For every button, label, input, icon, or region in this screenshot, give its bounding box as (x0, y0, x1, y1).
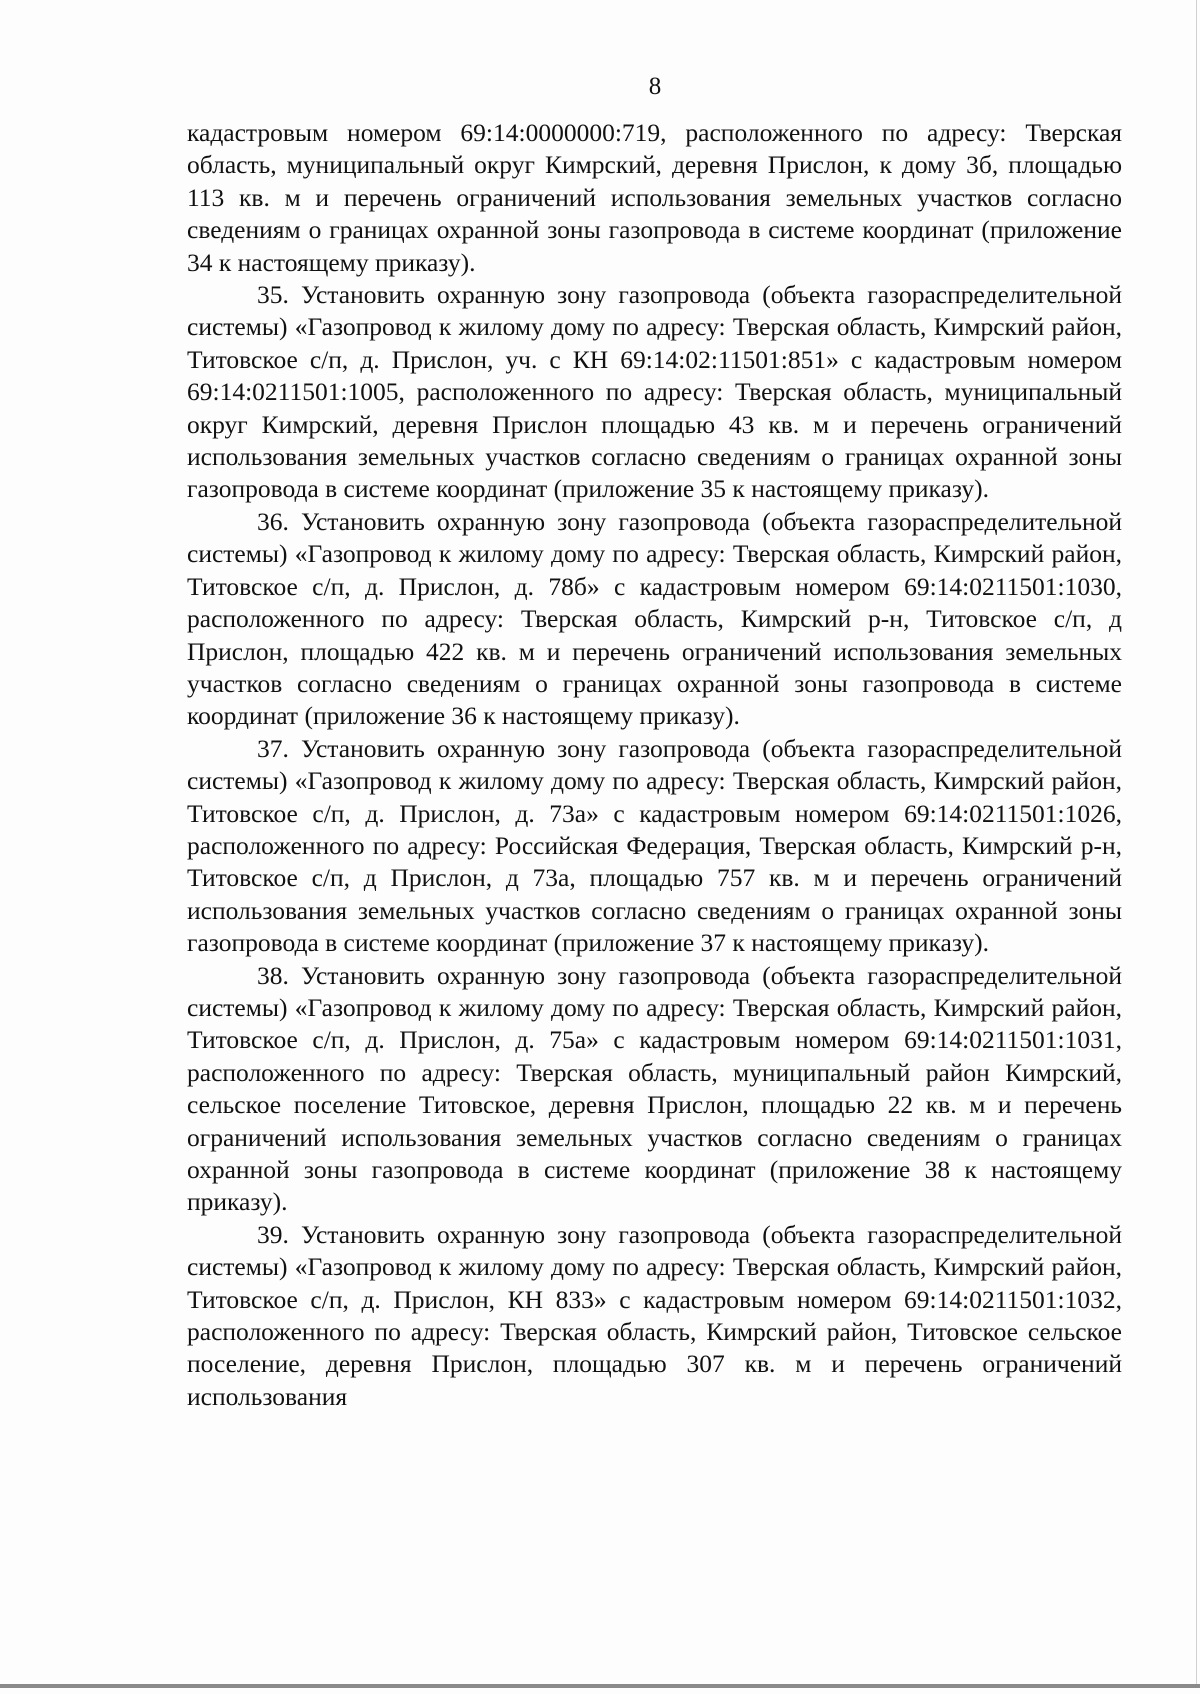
scan-edge-bottom (0, 1684, 1200, 1688)
paragraph-item-35: 35. Установить охранную зону газопровода (объекта газораспределительной системы) «Газопровод к жилому дому по адресу: Тверская область, Кимрский район, Титовское с/п, д. Прислон, уч. с КН 69:14:02:11501:851» с кадастровым номером 69:14:0211501:1005, расположенного по адресу: Тверская область, муниципальный округ Кимрский, деревня Прислон площадью 43 кв. м и перечень ограничений использования земельных участков согласно сведениям о границах охранной зоны газопровода в системе координат (приложение 35 к настоящему приказу). (187, 280, 1122, 504)
paragraph-item-39: 39. Установить охранную зону газопровода (объекта газораспределительной системы) «Газопровод к жилому дому по адресу: Тверская область, Кимрский район, Титовское с/п, д. Прислон, КН 833» с кадастровым номером 69:14:0211501:1032, расположенного по адресу: Тверская область, Кимрский район, Титовское сельское поселение, деревня Прислон, площадью 307 кв. м и перечень ограничений использования (187, 1219, 1122, 1411)
scan-edge-right (1196, 0, 1197, 1684)
paragraph-item-37: 37. Установить охранную зону газопровода (объекта газораспределительной системы) «Газопровод к жилому дому по адресу: Тверская область, Кимрский район, Титовское с/п, д. Прислон, д. 73а» с кадастровым номером 69:14:0211501:1026, расположенного по адресу: Российская Федерация, Тверская область, Кимрский р-н, Титовское с/п, д Прислон, д 73а, площадью 757 кв. м и перечень ограничений использования земельных участков согласно сведениям о границах охранной зоны газопровода в системе координат (приложение 37 к настоящему приказу). (187, 733, 1122, 958)
document-body (187, 117, 1122, 1413)
paragraph-continuation: кадастровым номером 69:14:0000000:719, расположенного по адресу: Тверская область, муниципальный округ Кимрский, деревня Прислон, к дому 3б, площадью 113 кв. м и перечень ограничений использования земельных участков согласно сведениям о границах охранной зоны газопровода в системе координат (приложение 34 к настоящему приказу). (187, 118, 1122, 277)
paragraph-item-38: 38. Установить охранную зону газопровода (объекта газораспределительной системы) «Газопровод к жилому дому по адресу: Тверская область, Кимрский район, Титовское с/п, д. Прислон, д. 75а» с кадастровым номером 69:14:0211501:1031, расположенного по адресу: Тверская область, муниципальный район Кимрский, сельское поселение Титовское, деревня Прислон, площадью 22 кв. м и перечень ограничений использования земельных участков согласно сведениям о границах охранной зоны газопровода в системе координат (приложение 38 к настоящему приказу). (187, 960, 1122, 1217)
paragraph-item-36: 36. Установить охранную зону газопровода (объекта газораспределительной системы) «Газопровод к жилому дому по адресу: Тверская область, Кимрский район, Титовское с/п, д. Прислон, д. 78б» с кадастровым номером 69:14:0211501:1030, расположенного по адресу: Тверская область, Кимрский р-н, Титовское с/п, д Прислон, площадью 422 кв. м и перечень ограничений использования земельных участков согласно сведениям о границах охранной зоны газопровода в системе координат (приложение 36 к настоящему приказу). (187, 506, 1122, 731)
page-number: 8 (648, 73, 662, 100)
